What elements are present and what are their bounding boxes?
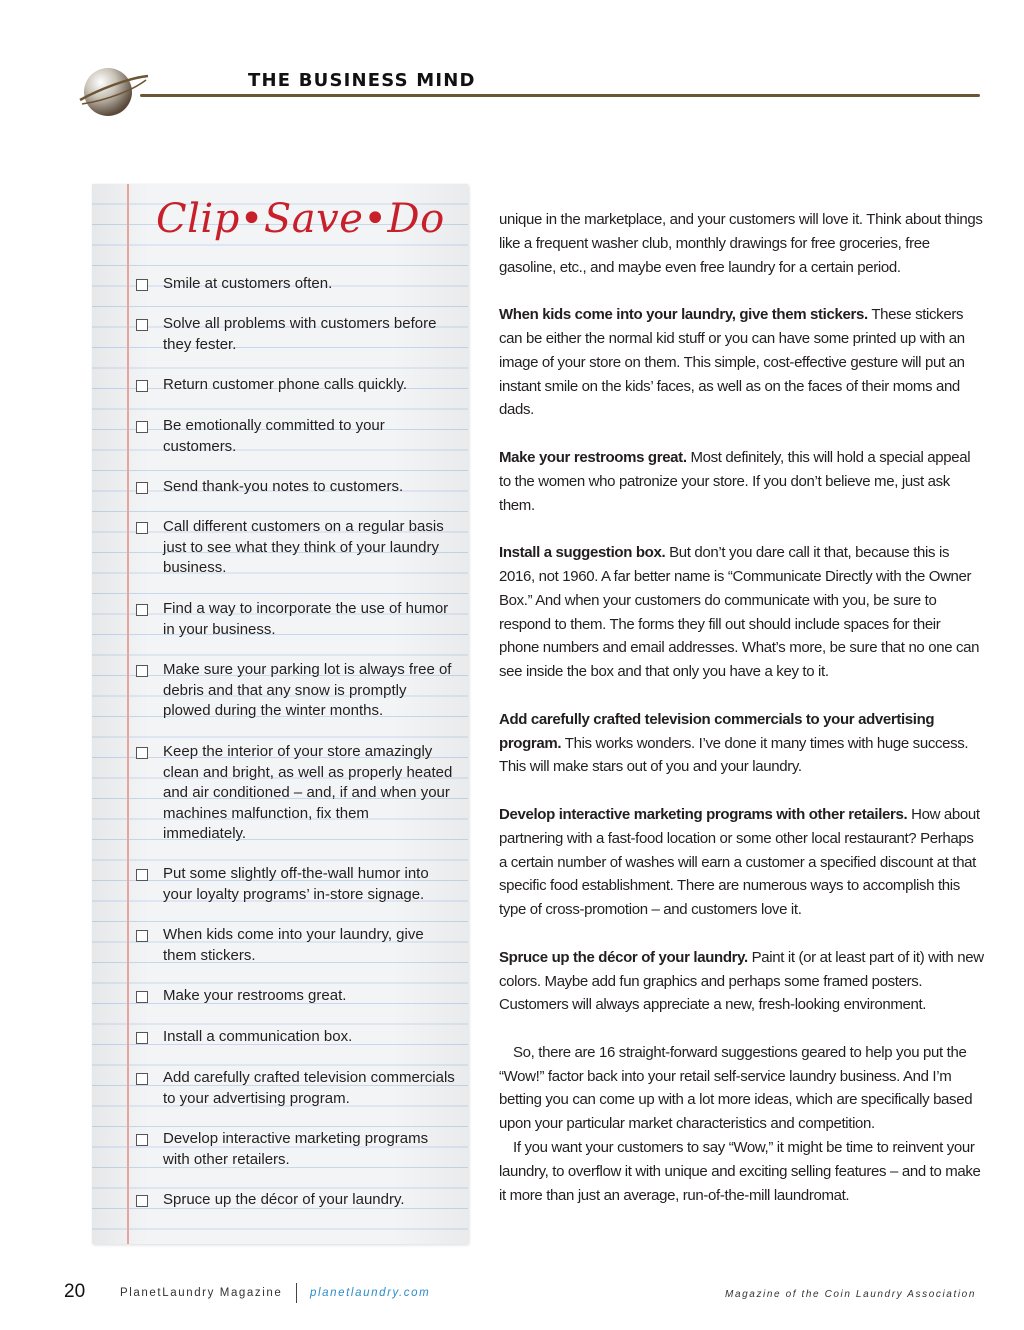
checklist-item-text: Make sure your parking lot is always free of debris and that any snow is promptly plowed during the winter months. (163, 661, 452, 719)
notepad-margin-line (127, 184, 129, 1244)
checkbox-icon (136, 1134, 148, 1146)
article-paragraph (499, 303, 984, 422)
section-title: THE BUSINESS MIND (248, 70, 476, 91)
clip-save-do-notepad (92, 184, 468, 1244)
checkbox-icon (136, 279, 148, 291)
footer-website-link[interactable]: planetlaundry.com (310, 1287, 431, 1299)
paragraph-heading: When kids come into your laundry, give them stickers. (499, 306, 868, 324)
checklist-item-text: Make your restrooms great. (163, 987, 347, 1004)
paragraph-text: How about partnering with a fast-food location or some other local restaurant? Perhaps a certain number of washes will earn a customer a specified discount at that specific food establishment. There are numerous ways to accomplish this type of cross-promotion – and customers love it. (499, 805, 980, 919)
article-paragraph: unique in the marketplace, and your customers will love it. Think about things like a frequent washer club, monthly drawings for free groceries, free gasoline, etc., and maybe even free laundry for a certain period. (499, 211, 983, 276)
planet-icon (78, 60, 150, 120)
article-paragraph (499, 803, 984, 922)
article-paragraph (499, 541, 984, 684)
checklist-item-text: Find a way to incorporate the use of humor in your business. (163, 600, 449, 638)
checklist-item-text: Solve all problems with customers before they fester. (163, 315, 437, 353)
checklist-item-text: Send thank-you notes to customers. (163, 478, 404, 495)
footer-separator (296, 1283, 297, 1303)
article-paragraph (499, 708, 984, 779)
checkbox-icon (136, 1195, 148, 1207)
paragraph-text: This works wonders. I’ve done it many times with huge success. This will make stars out of you and your laundry. (499, 734, 969, 776)
paragraph-heading: Spruce up the décor of your laundry. (499, 948, 748, 966)
checklist-item-text: Call different customers on a regular basis just to see what they think of your laundry business. (163, 518, 444, 576)
paragraph-heading: Develop interactive marketing programs with other retailers. (499, 805, 908, 823)
checkbox-icon (136, 482, 148, 494)
footer-association: Magazine of the Coin Laundry Association (725, 1289, 976, 1300)
checkbox-icon (136, 522, 148, 534)
checklist-item-text: Develop interactive marketing programs with other retailers. (163, 1130, 429, 1168)
paragraph-heading: Install a suggestion box. (499, 544, 666, 562)
header-rule (140, 94, 980, 97)
checklist-item-text: Smile at customers often. (163, 275, 333, 292)
checklist-item-text: Install a communication box. (163, 1028, 353, 1045)
article-paragraph (499, 446, 984, 517)
checkbox-icon (136, 1073, 148, 1085)
checkbox-icon (136, 319, 148, 331)
checklist-item-text: Put some slightly off-the-wall humor into your loyalty programs’ in-store signage. (163, 865, 429, 903)
article-paragraph: If you want your customers to say “Wow,” it might be time to reinvent your laundry, to overflow it with unique and exciting selling features – and to make it more than just an average, run-of-the-mill laundromat. (499, 1139, 981, 1204)
checklist-item-text: Add carefully crafted television commercials to your advertising program. (163, 1069, 455, 1107)
checkbox-icon (136, 1032, 148, 1044)
paragraph-text: But don’t you dare call it that, because this is 2016, not 1960. A far better name is “Communicate Directly with the Owner Box.” And when your customers do communicate with you, be sure to respond to them. The forms they fill out should include spaces for their phone numbers and email addresses. What’s more, be sure that no one can see inside the box and that only you have a key to it. (499, 544, 980, 681)
footer-magazine-name: PlanetLaundry Magazine (120, 1287, 283, 1299)
article-paragraph: So, there are 16 straight-forward suggestions geared to help you put the “Wow!” factor back into your retail self-service laundry business. And I’m betting you can come up with a lot more ideas, which are specifically based upon your particular market characteristics and competition. (499, 1043, 973, 1133)
checkbox-icon (136, 421, 148, 433)
checkbox-icon (136, 869, 148, 881)
paragraph-heading: Make your restrooms great. (499, 448, 687, 466)
checkbox-icon (136, 604, 148, 616)
page-number: 20 (64, 1281, 86, 1302)
paragraph-text: Paint it (or at least part of it) with new colors. Maybe add fun graphics and perhaps some framed posters. Customers will always appreciate a new, fresh-looking environment. (499, 948, 984, 1014)
article-body (499, 208, 984, 1207)
checkbox-icon (136, 665, 148, 677)
checklist-item-text: Keep the interior of your store amazingly clean and bright, as well as properly heated and air conditioned – and, if and when your machines malfunction, fix them immediately. (163, 743, 453, 842)
checklist-item-text: Spruce up the décor of your laundry. (163, 1191, 405, 1208)
paragraph-text: These stickers can be either the normal kid stuff or you can have some printed up with an image of your store on them. This simple, cost-effective gesture will put an instant smile on the kids’ faces, as well as on the faces of their moms and dads. (499, 306, 965, 419)
checklist-item-text: Be emotionally committed to your customers. (163, 417, 385, 455)
checklist-item-text: Return customer phone calls quickly. (163, 376, 407, 393)
paragraph-text: Most definitely, this will hold a special appeal to the women who patronize your store. If you don’t believe me, just ask them. (499, 448, 971, 514)
checkbox-icon (136, 380, 148, 392)
checkbox-icon (136, 930, 148, 942)
notepad-title: Clip•Save•Do (156, 196, 445, 242)
checkbox-icon (136, 991, 148, 1003)
checkbox-icon (136, 747, 148, 759)
article-paragraph (499, 946, 984, 1017)
checklist-item-text: When kids come into your laundry, give them stickers. (163, 926, 424, 964)
paragraph-heading: Add carefully crafted television commercials to your advertising program. (499, 710, 935, 752)
